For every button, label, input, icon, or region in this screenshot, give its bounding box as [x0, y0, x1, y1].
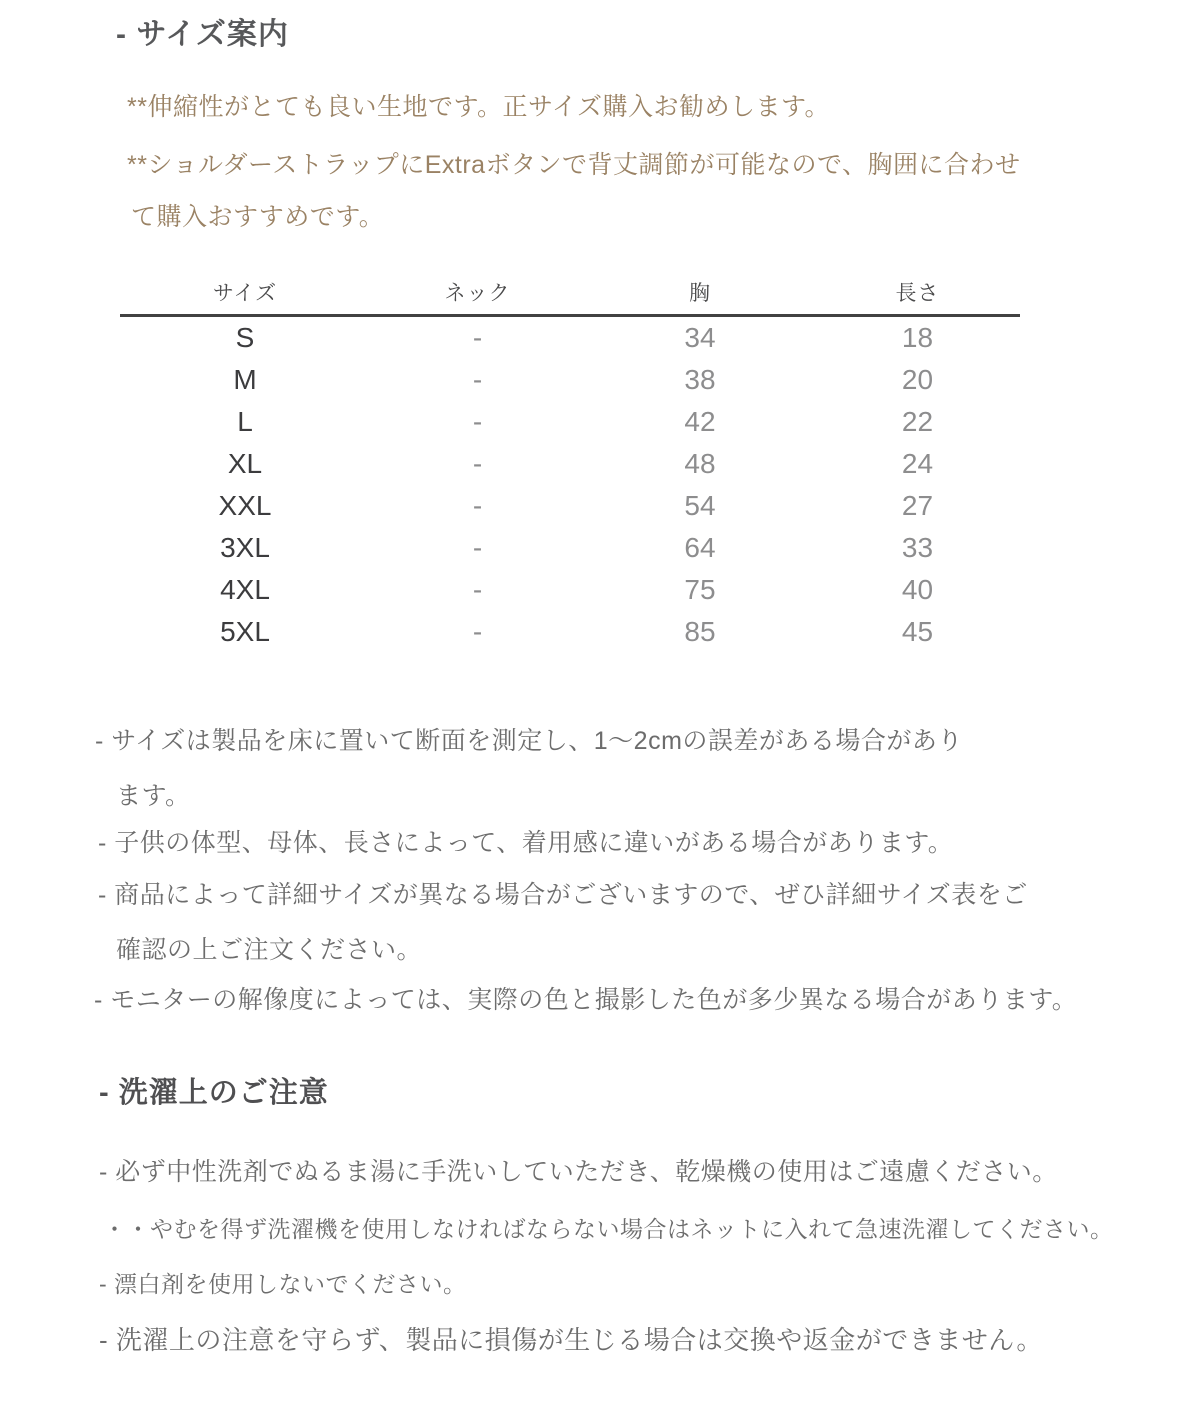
- length-cell: 33: [901, 532, 934, 563]
- column-header-size: サイズ: [212, 282, 278, 305]
- hand-wash-note: - 必ず中性洗剤でぬるま湯に手洗いしていただき、乾燥機の使用はご遠慮ください。: [99, 1158, 1058, 1186]
- neck-cell: -: [472, 574, 483, 605]
- neck-cell: -: [472, 490, 483, 521]
- size-cell: M: [233, 364, 257, 395]
- neck-cell: -: [472, 364, 483, 395]
- size-cell: L: [237, 406, 253, 437]
- length-cell: 24: [901, 448, 934, 479]
- length-cell: 40: [901, 574, 934, 605]
- neck-cell: -: [472, 448, 483, 479]
- fit-difference-note: - 子供の体型、母体、長さによって、着用感に違いがある場合があります。: [98, 829, 954, 857]
- table-row-xl: [120, 443, 1020, 485]
- size-cell: 4XL: [220, 574, 270, 605]
- table-row-5xl: [120, 611, 1020, 653]
- measurement-tolerance-note-line2: ます。: [116, 782, 191, 810]
- table-row-m: [120, 359, 1020, 401]
- shoulder-strap-note-line2: て購入おすすめです。: [131, 203, 385, 231]
- measurement-tolerance-note-line1: - サイズは製品を床に置いて断面を測定し、1〜2cmの誤差がある場合があり: [95, 727, 963, 755]
- table-row-xxl: [120, 485, 1020, 527]
- chest-cell: 64: [684, 532, 716, 563]
- table-row-3xl: [120, 527, 1020, 569]
- fabric-stretch-note: **伸縮性がとても良い生地です。正サイズ購入お勧めします。: [127, 93, 830, 121]
- detail-size-note-line2: 確認の上ご注文ください。: [116, 936, 423, 964]
- chest-cell: 34: [684, 322, 716, 353]
- monitor-color-note: - モニターの解像度によっては、実際の色と撮影した色が多少異なる場合があります。: [94, 986, 1078, 1014]
- size-cell: 3XL: [220, 532, 270, 563]
- neck-cell: -: [472, 406, 483, 437]
- machine-wash-note: ・・やむを得ず洗濯機を使用しなければならない場合はネットに入れて急速洗濯してください。: [103, 1216, 1114, 1242]
- length-cell: 27: [901, 490, 934, 521]
- neck-cell: -: [472, 532, 483, 563]
- size-cell: XL: [227, 448, 263, 479]
- size-table-header-row: [120, 270, 1020, 317]
- size-cell: XXL: [218, 490, 272, 521]
- length-cell: 20: [901, 364, 934, 395]
- size-table: [120, 270, 1020, 653]
- chest-cell: 42: [684, 406, 716, 437]
- size-cell: S: [235, 322, 255, 353]
- damage-disclaimer-note: - 洗濯上の注意を守らず、製品に損傷が生じる場合は交換や返金ができません。: [99, 1325, 1043, 1355]
- length-cell: 18: [901, 322, 934, 353]
- column-header-neck: ネック: [444, 282, 511, 305]
- length-cell: 22: [901, 406, 934, 437]
- chest-cell: 75: [684, 574, 716, 605]
- table-row-4xl: [120, 569, 1020, 611]
- table-row-s: [120, 317, 1020, 359]
- detail-size-note-line1: - 商品によって詳細サイズが異なる場合がございますので、ぜひ詳細サイズ表をご: [98, 881, 1028, 909]
- length-cell: 45: [901, 616, 934, 647]
- shoulder-strap-note-line1: **ショルダーストラップにExtraボタンで背丈調節が可能なので、胸囲に合わせ: [127, 151, 1021, 179]
- chest-cell: 48: [684, 448, 716, 479]
- chest-cell: 85: [684, 616, 716, 647]
- size-cell: 5XL: [220, 616, 270, 647]
- neck-cell: -: [472, 616, 483, 647]
- chest-cell: 54: [684, 490, 716, 521]
- no-bleach-note: - 漂白剤を使用しないでください。: [99, 1271, 467, 1297]
- size-guide-heading: - サイズ案内: [116, 18, 289, 51]
- column-header-length: 長さ: [895, 282, 940, 305]
- washing-caution-heading: - 洗濯上のご注意: [99, 1077, 329, 1109]
- chest-cell: 38: [684, 364, 716, 395]
- table-row-l: [120, 401, 1020, 443]
- column-header-chest: 胸: [689, 282, 711, 305]
- neck-cell: -: [472, 322, 483, 353]
